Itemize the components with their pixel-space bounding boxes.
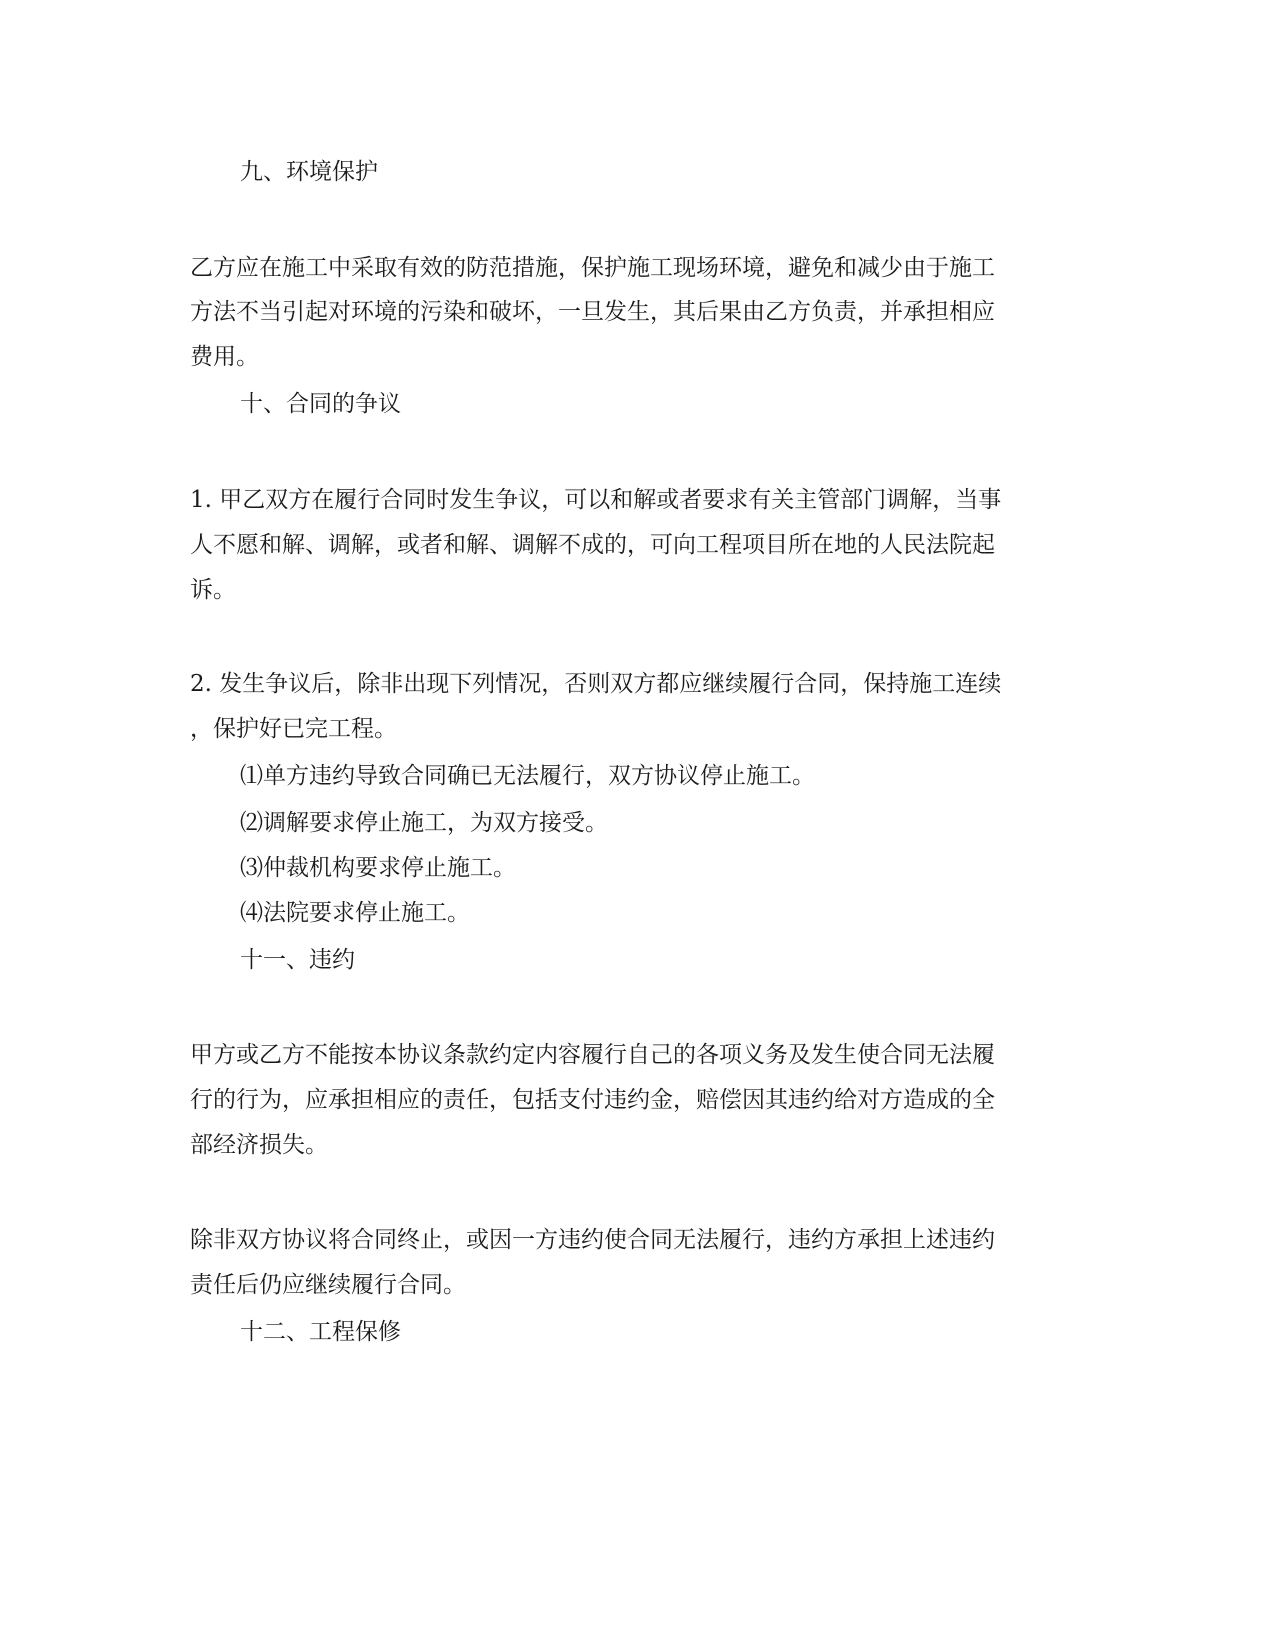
paragraph-line: 1. 甲乙双方在履行合同时发生争议，可以和解或者要求有关主管部门调解，当事: [190, 487, 1002, 513]
list-item: ⑵调解要求停止施工，为双方接受。: [240, 810, 608, 836]
section-heading-environment: 九、环境保护: [240, 159, 378, 185]
paragraph-line: ，保护好已完工程。: [190, 716, 397, 742]
paragraph-line: 行的行为，应承担相应的责任，包括支付违约金，赔偿因其违约给对方造成的全: [190, 1087, 995, 1113]
paragraph-line: 除非双方协议将合同终止，或因一方违约使合同无法履行，违约方承担上述违约: [190, 1227, 995, 1253]
paragraph-line: 方法不当引起对环境的污染和破坏，一旦发生，其后果由乙方负责，并承担相应: [190, 299, 995, 325]
section-heading-breach: 十一、违约: [240, 947, 355, 973]
paragraph-line: 诉。: [190, 577, 236, 603]
section-heading-warranty: 十二、工程保修: [240, 1319, 401, 1345]
list-item: ⑶仲裁机构要求停止施工。: [240, 855, 516, 881]
paragraph-line: 费用。: [190, 344, 259, 370]
paragraph-line: 人不愿和解、调解，或者和解、调解不成的，可向工程项目所在地的人民法院起: [190, 532, 995, 558]
paragraph-line: 乙方应在施工中采取有效的防范措施，保护施工现场环境，避免和减少由于施工: [190, 255, 995, 281]
paragraph-line: 甲方或乙方不能按本协议条款约定内容履行自己的各项义务及发生使合同无法履: [190, 1042, 995, 1068]
list-item: ⑴单方违约导致合同确已无法履行，双方协议停止施工。: [240, 763, 815, 789]
section-heading-dispute: 十、合同的争议: [240, 391, 401, 417]
paragraph-line: 部经济损失。: [190, 1132, 328, 1158]
paragraph-line: 2. 发生争议后，除非出现下列情况，否则双方都应继续履行合同，保持施工连续: [190, 671, 1002, 697]
list-item: ⑷法院要求停止施工。: [240, 900, 470, 926]
paragraph-line: 责任后仍应继续履行合同。: [190, 1272, 466, 1298]
